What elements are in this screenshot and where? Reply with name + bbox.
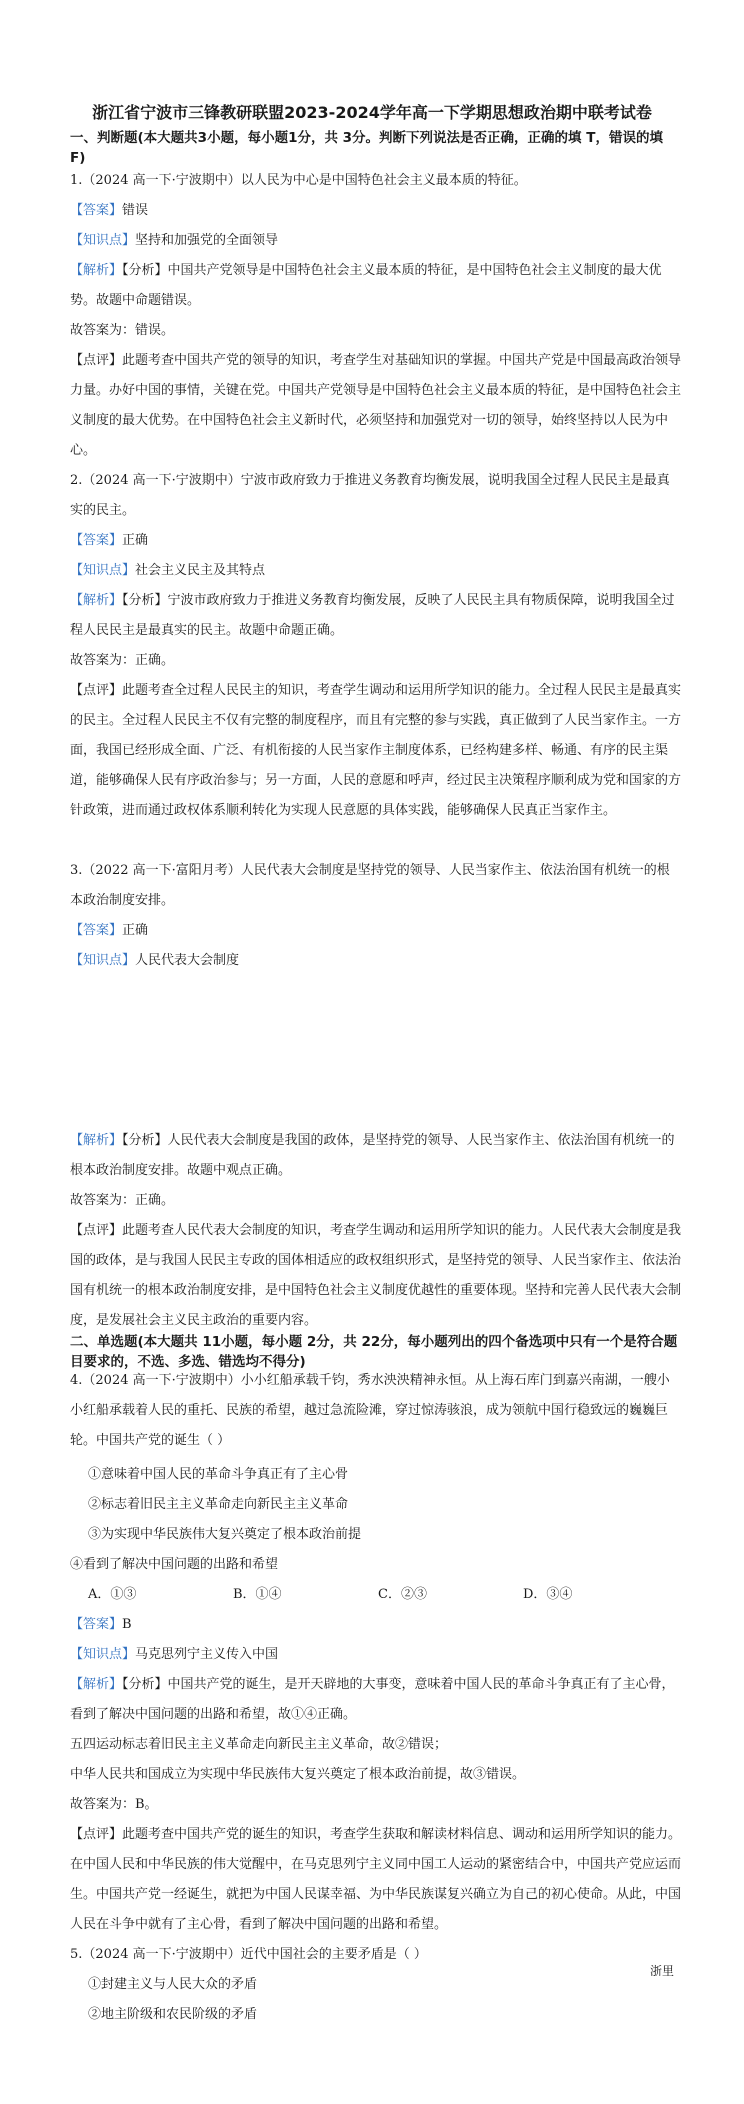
- choice-b: B．①④: [233, 1587, 282, 1602]
- section-heading-single-choice: 二、单选题(本大题共 11小题，每小题 2分，共 22分，每小题列出的四个备选项中只有一个是符合题目要求的，不选、多选、错选均不得分): [70, 1334, 678, 1370]
- question-1-conclusion: 故答案为：错误。: [70, 323, 175, 338]
- analysis-label: 【解析】: [70, 1133, 123, 1148]
- question-5-stem: 5.（2024 高一下·宁波期中）近代中国社会的主要矛盾是（ ）: [70, 1947, 427, 1962]
- fenxi-label: 【分析】: [122, 593, 168, 608]
- analysis-text: 人民代表大会制度是我国的政体，是坚持党的领导、人民当家作主、依法治国有机统一的根本政治制度安排。故题中观点正确。: [70, 1133, 675, 1178]
- question-3-answer: [70, 916, 682, 946]
- question-1-stem: 1.（2024 高一下·宁波期中）以人民为中心是中国特色社会主义最本质的特征。: [70, 173, 527, 188]
- question-4-comment: [70, 1820, 682, 1940]
- question-1-comment: [70, 346, 682, 466]
- question-4-analysis: [70, 1670, 682, 1730]
- question-2-analysis: [70, 586, 682, 646]
- analysis-text: 中国共产党领导是中国特色社会主义最本质的特征，是中国特色社会主义制度的最大优势。故题中命题错误。: [70, 263, 662, 308]
- question-2-knowledge: [70, 556, 682, 586]
- comment-label: 【点评】: [70, 353, 123, 368]
- question-3-stem: 3.（2022 高一下·富阳月考）人民代表大会制度是坚持党的领导、人民当家作主、依法治国有机统一的根本政治制度安排。: [70, 863, 670, 908]
- question-2-stem: 2.（2024 高一下·宁波期中）宁波市政府致力于推进义务教育均衡发展，说明我国全过程人民民主是最真实的民主。: [70, 473, 670, 518]
- page-footer: 浙里: [649, 1964, 674, 1978]
- question-5-option-2: ②地主阶级和农民阶级的矛盾: [88, 2007, 258, 2022]
- analysis-text: 宁波市政府致力于推进义务教育均衡发展，反映了人民民主具有物质保障，说明我国全过程人民民主是最真实的民主。故题中命题正确。: [70, 593, 675, 638]
- question-4-option-4: ④看到了解决中国问题的出路和希望: [70, 1557, 279, 1572]
- choice-d: D．③④: [523, 1587, 573, 1602]
- knowledge-value: 坚持和加强党的全面领导: [135, 233, 279, 248]
- choice-a: A．①③: [88, 1587, 137, 1602]
- choice-c: C．②③: [378, 1587, 427, 1602]
- question-2-comment: [70, 676, 682, 826]
- fenxi-label: 【分析】: [122, 263, 168, 278]
- question-4-option-2: ②标志着旧民主主义革命走向新民主主义革命: [88, 1497, 349, 1512]
- knowledge-label: 【知识点】: [70, 563, 136, 578]
- answer-label: 【答案】: [70, 533, 123, 548]
- answer-value: 正确: [122, 533, 149, 548]
- question-1-answer: [70, 196, 682, 226]
- analysis-text: 中国共产党的诞生，是开天辟地的大事变，意味着中国人民的革命斗争真正有了主心骨，看到了解决中国问题的出路和希望，故①④正确。: [70, 1677, 675, 1722]
- comment-label: 【点评】: [70, 1223, 123, 1238]
- comment-text: 此题考查人民代表大会制度的知识，考查学生调动和运用所学知识的能力。人民代表大会制度是我国的政体，是与我国人民民主专政的国体相适应的政权组织形式，是坚持党的领导、人民当家作主、依法治国有机统一的根本政治制度安排，是中国特色社会主义制度优越性的重要体现。坚持和完善人民代表大会制度，是发展社会主义民主政治的重要内容。: [70, 1223, 682, 1328]
- answer-label: 【答案】: [70, 1617, 123, 1632]
- question-4-answer: [70, 1610, 682, 1640]
- knowledge-value: 马克思列宁主义传入中国: [135, 1647, 279, 1662]
- knowledge-value: 社会主义民主及其特点: [135, 563, 266, 578]
- answer-value: 错误: [122, 203, 149, 218]
- knowledge-label: 【知识点】: [70, 233, 136, 248]
- question-3-knowledge: [70, 946, 682, 976]
- answer-label: 【答案】: [70, 923, 123, 938]
- question-5-option-1: ①封建主义与人民大众的矛盾: [88, 1977, 258, 1992]
- question-4-stem: 4.（2024 高一下·宁波期中）小小红船承载千钧，秀水泱泱精神永恒。从上海石库门到嘉兴南湖，一艘小小红船承载着人民的重托、民族的希望，越过急流险滩，穿过惊涛骇浪，成为领航中国行稳致远的巍巍巨轮。中国共产党的诞生（ ）: [70, 1373, 670, 1448]
- section-heading-judgment: 一、判断题(本大题共3小题，每小题1分，共 3分。判断下列说法是否正确，正确的填 T，错误的填 F): [70, 130, 663, 166]
- fenxi-label: 【分析】: [122, 1133, 168, 1148]
- comment-text: 此题考查全过程人民民主的知识，考查学生调动和运用所学知识的能力。全过程人民民主是最真实的民主。全过程人民民主不仅有完整的制度程序，而且有完整的参与实践，真正做到了人民当家作主。一方面，我国已经形成全面、广泛、有机衔接的人民当家作主制度体系，已经构建多样、畅通、有序的民主渠道，能够确保人民有序政治参与；另一方面，人民的意愿和呼声，经过民主决策程序顺利成为党和国家的方针政策，进而通过政权体系顺利转化为实现人民意愿的具体实践，能够确保人民真正当家作主。: [70, 683, 682, 818]
- question-1-analysis: [70, 256, 682, 316]
- question-1-knowledge: [70, 226, 682, 256]
- document-title: 浙江省宁波市三锋教研联盟2023-2024学年高一下学期思想政治期中联考试卷: [92, 103, 652, 122]
- question-4-analysis-line-3: 中华人民共和国成立为实现中华民族伟大复兴奠定了根本政治前提，故③错误。: [70, 1767, 526, 1782]
- knowledge-value: 人民代表大会制度: [135, 953, 240, 968]
- comment-label: 【点评】: [70, 683, 123, 698]
- question-4-knowledge: [70, 1640, 682, 1670]
- answer-value: 正确: [122, 923, 149, 938]
- comment-text: 此题考查中国共产党的领导的知识，考查学生对基础知识的掌握。中国共产党是中国最高政治领导力量。办好中国的事情，关键在党。中国共产党领导是中国特色社会主义最本质的特征，是中国特色社会主义制度的最大优势。在中国特色社会主义新时代，必须坚持和加强党对一切的领导，始终坚持以人民为中心。: [70, 353, 682, 458]
- analysis-label: 【解析】: [70, 1677, 123, 1692]
- question-4-option-3: ③为实现中华民族伟大复兴奠定了根本政治前提: [88, 1527, 362, 1542]
- question-4-conclusion: 故答案为：B。: [70, 1797, 158, 1812]
- knowledge-label: 【知识点】: [70, 953, 136, 968]
- question-4-analysis-line-2: 五四运动标志着旧民主主义革命走向新民主主义革命，故②错误；: [70, 1737, 448, 1752]
- question-3-conclusion: 故答案为：正确。: [70, 1193, 175, 1208]
- knowledge-label: 【知识点】: [70, 1647, 136, 1662]
- analysis-label: 【解析】: [70, 263, 123, 278]
- fenxi-label: 【分析】: [122, 1677, 168, 1692]
- comment-text: 此题考查中国共产党的诞生的知识，考查学生获取和解读材料信息、调动和运用所学知识的能力。在中国人民和中华民族的伟大觉醒中，在马克思列宁主义同中国工人运动的紧密结合中，中国共产党应运而生。中国共产党一经诞生，就把为中国人民谋幸福、为中华民族谋复兴确立为自己的初心使命。从此，中国人民在斗争中就有了主心骨，看到了解决中国问题的出路和希望。: [70, 1827, 682, 1932]
- question-3-analysis: [70, 1126, 682, 1186]
- question-2-conclusion: 故答案为：正确。: [70, 653, 175, 668]
- question-4-option-1: ①意味着中国人民的革命斗争真正有了主心骨: [88, 1467, 349, 1482]
- answer-value: B: [122, 1617, 132, 1632]
- answer-label: 【答案】: [70, 203, 123, 218]
- comment-label: 【点评】: [70, 1827, 123, 1842]
- question-2-answer: [70, 526, 682, 556]
- analysis-label: 【解析】: [70, 593, 123, 608]
- question-3-comment: [70, 1216, 682, 1336]
